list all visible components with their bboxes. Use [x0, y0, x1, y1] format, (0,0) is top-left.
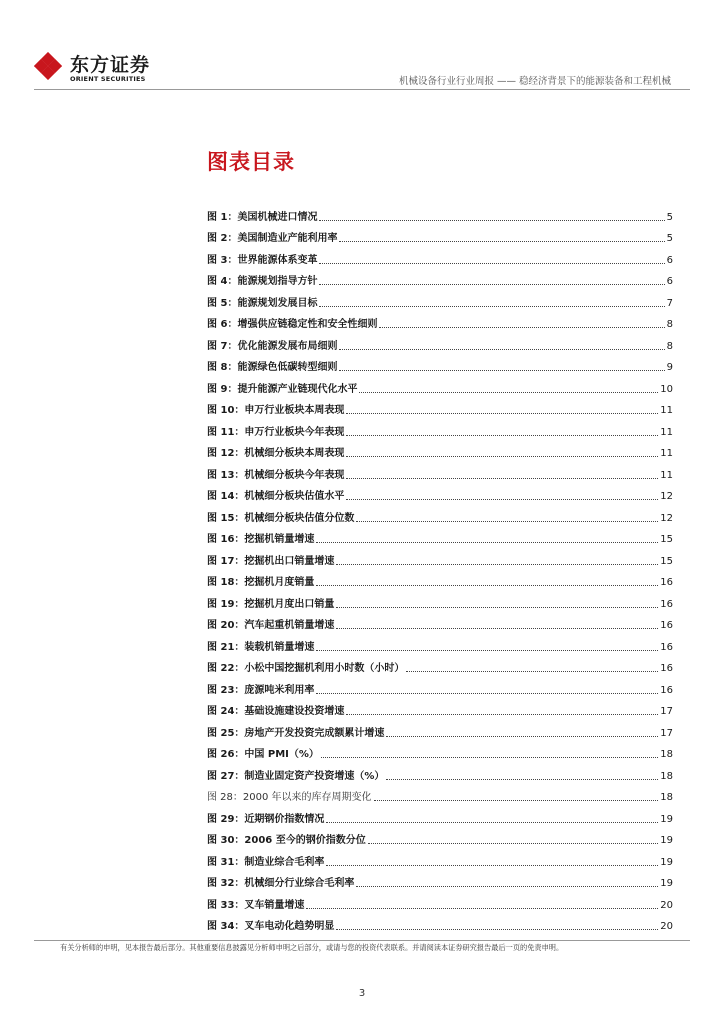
- toc-dot-leader: [406, 671, 658, 672]
- toc-entry-label: 图 29：近期钢价指数情况: [207, 813, 325, 825]
- toc-entry-label: 图 28：2000 年以来的库存周期变化: [207, 792, 372, 803]
- toc-entry[interactable]: [207, 288, 673, 310]
- logo-chinese-name: 东方证券: [70, 54, 151, 76]
- toc-entry[interactable]: [207, 740, 673, 762]
- toc-dot-leader: [336, 564, 658, 565]
- toc-dot-leader: [386, 779, 658, 780]
- toc-entry[interactable]: [207, 202, 673, 224]
- toc-entry-label: 图 4：能源规划指导方针: [207, 276, 318, 287]
- toc-entry-label: 图 16：挖掘机销量增速: [207, 534, 315, 545]
- toc-entry-page: 16: [660, 684, 673, 696]
- toc-dot-leader: [346, 435, 658, 436]
- toc-dot-leader: [368, 843, 659, 844]
- toc-dot-leader: [326, 865, 658, 866]
- toc-entry[interactable]: [207, 611, 673, 633]
- toc-entry[interactable]: [207, 546, 673, 568]
- toc-entry-page: 7: [666, 297, 673, 309]
- toc-entry-page: 9: [666, 362, 673, 373]
- logo-english-name: ORIENT SECURITIES: [70, 75, 146, 83]
- header-divider: [34, 89, 690, 90]
- toc-entry[interactable]: [207, 847, 673, 869]
- toc-dot-leader: [356, 521, 658, 522]
- toc-entry-label: 图 24：基础设施建设投资增速: [207, 706, 345, 717]
- toc-dot-leader: [346, 714, 658, 715]
- toc-entry-page: 19: [660, 835, 673, 846]
- toc-dot-leader: [336, 929, 658, 930]
- toc-entry[interactable]: [207, 826, 673, 848]
- toc-entry-page: 20: [660, 899, 673, 911]
- toc-dot-leader: [319, 220, 664, 221]
- toc-entry-label: 图 8：能源绿色低碳转型细则: [207, 362, 338, 373]
- toc-entry[interactable]: [207, 439, 673, 461]
- toc-entry[interactable]: [207, 503, 673, 525]
- toc-entry-page: 17: [660, 727, 673, 739]
- toc-dot-leader: [316, 542, 658, 543]
- report-title: 机械设备行业行业周报 —— 稳经济背景下的能源装备和工程机械: [398, 76, 671, 87]
- toc-entry-page: 17: [660, 706, 673, 717]
- toc-entry-page: 10: [660, 383, 673, 395]
- toc-entry-label: 图 22：小松中国挖掘机利用小时数（小时）: [207, 663, 405, 674]
- toc-entry-page: 20: [660, 921, 673, 932]
- toc-entry-page: 12: [660, 512, 673, 524]
- toc-dot-leader: [386, 736, 658, 737]
- toc-dot-leader: [346, 478, 658, 479]
- toc-entry-label: 图 27：制造业固定资产投资增速（%）: [207, 770, 385, 782]
- toc-entry-page: 5: [666, 211, 673, 223]
- company-logo: [34, 50, 164, 88]
- toc-dot-leader: [346, 499, 658, 500]
- toc-entry[interactable]: [207, 804, 673, 826]
- toc-entry[interactable]: [207, 890, 673, 912]
- toc-entry-label: 图 12：机械细分板块本周表现: [207, 448, 345, 459]
- toc-entry[interactable]: [207, 761, 673, 783]
- toc-entry-label: 图 32：机械细分行业综合毛利率: [207, 878, 355, 889]
- toc-entry-label: 图 9：提升能源产业链现代化水平: [207, 383, 358, 395]
- toc-entry-label: 图 13：机械细分板块今年表现: [207, 469, 345, 481]
- toc-entry[interactable]: [207, 396, 673, 418]
- toc-entry-label: 图 31：制造业综合毛利率: [207, 856, 325, 868]
- toc-entry-page: 11: [660, 448, 673, 459]
- toc-entry-label: 图 10：申万行业板块本周表现: [207, 405, 345, 416]
- toc-entry-label: 图 5：能源规划发展目标: [207, 297, 318, 309]
- toc-dot-leader: [339, 241, 664, 242]
- toc-entry-label: 图 26：中国 PMI（%）: [207, 749, 319, 760]
- toc-entry-page: 5: [666, 233, 673, 244]
- toc-entry-page: 6: [666, 254, 673, 266]
- toc-dot-leader: [336, 607, 658, 608]
- toc-entry-page: 19: [660, 856, 673, 868]
- toc-entry[interactable]: [207, 525, 673, 547]
- toc-entry-page: 12: [660, 491, 673, 502]
- toc-dot-leader: [326, 822, 658, 823]
- figure-table-of-contents: [207, 202, 673, 933]
- toc-entry-label: 图 15：机械细分板块估值分位数: [207, 512, 355, 524]
- toc-entry-page: 18: [660, 792, 673, 803]
- toc-dot-leader: [316, 650, 658, 651]
- toc-entry[interactable]: [207, 417, 673, 439]
- toc-entry[interactable]: [207, 654, 673, 676]
- toc-entry-page: 19: [660, 813, 673, 825]
- page-header: [0, 0, 724, 92]
- toc-entry-page: 15: [660, 534, 673, 545]
- toc-dot-leader: [339, 370, 664, 371]
- toc-entry-page: 16: [660, 663, 673, 674]
- toc-entry[interactable]: [207, 568, 673, 590]
- toc-entry-label: 图 33：叉车销量增速: [207, 899, 305, 911]
- toc-entry[interactable]: [207, 310, 673, 332]
- toc-entry-label: 图 23：庞源吨米利用率: [207, 684, 315, 696]
- toc-entry-label: 图 2：美国制造业产能利用率: [207, 233, 338, 244]
- toc-dot-leader: [319, 284, 664, 285]
- toc-entry-page: 19: [660, 878, 673, 889]
- toc-dot-leader: [319, 306, 664, 307]
- toc-entry-page: 16: [660, 620, 673, 631]
- toc-entry-label: 图 7：优化能源发展布局细则: [207, 340, 338, 352]
- toc-entry[interactable]: [207, 675, 673, 697]
- toc-entry[interactable]: [207, 353, 673, 375]
- toc-entry[interactable]: [207, 331, 673, 353]
- toc-entry[interactable]: [207, 224, 673, 246]
- toc-heading: 图表目录: [207, 150, 295, 174]
- toc-entry-label: 图 11：申万行业板块今年表现: [207, 426, 345, 438]
- toc-entry[interactable]: [207, 869, 673, 891]
- toc-entry[interactable]: [207, 245, 673, 267]
- toc-dot-leader: [346, 413, 658, 414]
- toc-entry-page: 18: [660, 749, 673, 760]
- toc-entry-page: 8: [666, 319, 673, 330]
- toc-entry-page: 8: [666, 340, 673, 352]
- toc-entry[interactable]: [207, 482, 673, 504]
- toc-entry[interactable]: [207, 460, 673, 482]
- toc-dot-leader: [321, 757, 658, 758]
- toc-entry-page: 11: [660, 426, 673, 438]
- orient-securities-logo-icon: [34, 52, 62, 80]
- toc-dot-leader: [336, 628, 658, 629]
- toc-dot-leader: [319, 263, 664, 264]
- toc-entry[interactable]: [207, 267, 673, 289]
- toc-entry[interactable]: [207, 912, 673, 934]
- toc-entry-label: 图 34：叉车电动化趋势明显: [207, 921, 335, 932]
- toc-entry-page: 11: [660, 469, 673, 481]
- toc-entry[interactable]: [207, 589, 673, 611]
- toc-dot-leader: [316, 693, 658, 694]
- toc-entry-label: 图 14：机械细分板块估值水平: [207, 491, 345, 502]
- toc-dot-leader: [374, 800, 659, 801]
- toc-entry-label: 图 1：美国机械进口情况: [207, 211, 318, 223]
- page-number: 3: [358, 988, 366, 999]
- toc-entry-label: 图 17：挖掘机出口销量增速: [207, 555, 335, 567]
- toc-entry-page: 16: [660, 598, 673, 610]
- toc-dot-leader: [316, 585, 658, 586]
- toc-dot-leader: [356, 886, 658, 887]
- disclaimer-text: 有关分析师的申明，见本报告最后部分。其他重要信息披露见分析师申明之后部分，或请与您的投资代表联系。并请阅读本证券研究报告最后一页的免责申明。: [60, 943, 564, 952]
- toc-dot-leader: [379, 327, 664, 328]
- toc-dot-leader: [346, 456, 658, 457]
- toc-entry-page: 11: [660, 405, 673, 416]
- toc-dot-leader: [339, 349, 664, 350]
- toc-entry-label: 图 6：增强供应链稳定性和安全性细则: [207, 319, 378, 330]
- toc-entry-label: 图 30：2006 至今的钢价指数分位: [207, 835, 366, 846]
- toc-entry-label: 图 20：汽车起重机销量增速: [207, 620, 335, 631]
- toc-entry[interactable]: [207, 783, 673, 805]
- toc-entry[interactable]: [207, 632, 673, 654]
- toc-dot-leader: [306, 908, 658, 909]
- toc-dot-leader: [359, 392, 658, 393]
- toc-entry-page: 16: [660, 577, 673, 588]
- toc-entry-label: 图 21：装载机销量增速: [207, 641, 315, 653]
- toc-entry-page: 18: [660, 770, 673, 782]
- toc-entry-label: 图 3：世界能源体系变革: [207, 254, 318, 266]
- footer-divider: [34, 940, 690, 941]
- toc-entry-page: 16: [660, 641, 673, 653]
- toc-entry-label: 图 19：挖掘机月度出口销量: [207, 598, 335, 610]
- toc-entry[interactable]: [207, 374, 673, 396]
- toc-entry-page: 6: [666, 276, 673, 287]
- toc-entry-label: 图 18：挖掘机月度销量: [207, 577, 315, 588]
- toc-entry[interactable]: [207, 718, 673, 740]
- toc-entry-label: 图 25：房地产开发投资完成额累计增速: [207, 727, 385, 739]
- toc-entry-page: 15: [660, 555, 673, 567]
- toc-entry[interactable]: [207, 697, 673, 719]
